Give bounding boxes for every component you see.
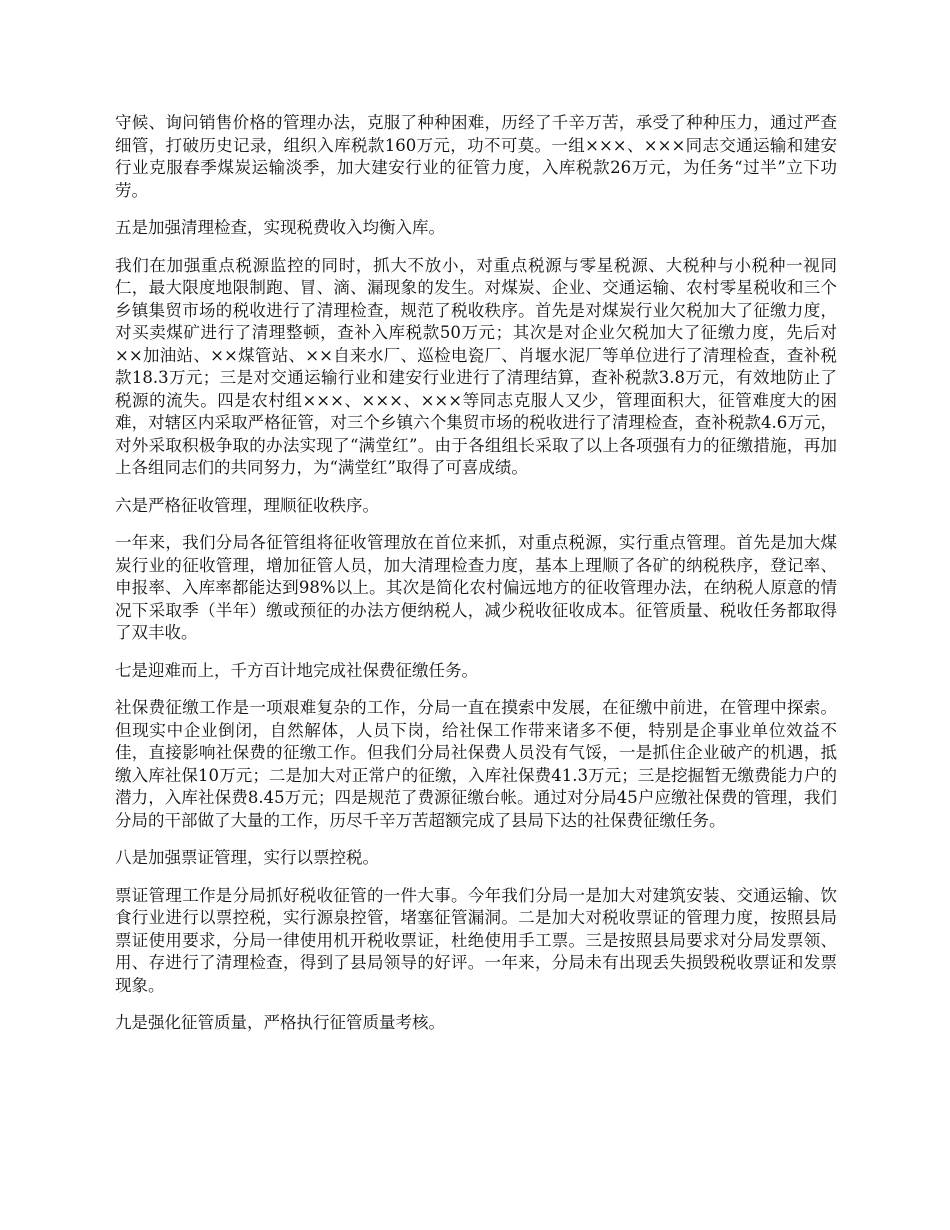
document-body	[115, 112, 837, 1050]
section-heading-5: 五是加强清理检查，实现税费收入均衡入库。	[115, 218, 445, 237]
section-heading-9: 九是强化征管质量，严格执行征管质量考核。	[115, 1013, 445, 1032]
section-heading-8: 八是加强票证管理，实行以票控税。	[115, 848, 379, 867]
paragraph-continuation: 守候、询问销售价格的管理办法，克服了种种困难，历经了千辛万苦，承受了种种压力，通过严查细管，打破历史记录，组织入库税款160万元，功不可莫。一组×××、×××同志交通运输和建安行业克服春季煤炭运输淡季，加大建安行业的征管力度，入库税款26万元，为任务“过半”立下功劳。	[115, 113, 837, 200]
section-heading-6: 六是严格征收管理，理顺征收秩序。	[115, 495, 379, 515]
paragraph-section-8: 票证管理工作是分局抓好税收征管的一件大事。今年我们分局一是加大对建筑安装、交通运输、饮食行业进行以票控税，实行源泉控管，堵塞征管漏洞。二是加大对税收票证的管理力度，按照县局票证使用要求，分局一律使用机开税收票证，杜绝使用手工票。三是按照县局要求对分局发票领、用、存进行了清理检查，得到了县局领导的好评。一年来，分局未有出现丢失损毁税收票证和发票现象。	[115, 885, 837, 995]
paragraph-section-7: 社保费征缴工作是一项艰难复杂的工作，分局一直在摸索中发展，在征缴中前进，在管理中探索。但现实中企业倒闭，自然解体，人员下岗，给社保工作带来诸多不便，特别是企事业单位效益不佳，直接影响社保费的征缴工作。但我们分局社保费人员没有气馁，一是抓住企业破产的机遇，抵缴入库社保10万元；二是加大对正常户的征缴，入库社保费41.3万元；三是挖掘暂无缴费能力户的潜力，入库社保费8.45万元；四是规范了费源征缴台帐。通过对分局45户应缴社保费的管理，我们分局的干部做了大量的工作，历尽千辛万苦超额完成了县局下达的社保费征缴任务。	[115, 698, 837, 830]
paragraph-section-5: 我们在加强重点税源监控的同时，抓大不放小，对重点税源与零星税源、大税种与小税种一视同仁，最大限度地限制跑、冒、滴、漏现象的发生。对煤炭、企业、交通运输、农村零星税收和三个乡镇集贸市场的税收进行了清理检查，规范了税收秩序。首先是对煤炭行业欠税加大了征缴力度，对买卖煤矿进行了清理整顿，查补入库税款50万元；其次是对企业欠税加大了征缴力度，先后对××加油站、××煤管站、××自来水厂、巡检电瓷厂、肖堰水泥厂等单位进行了清理检查，查补税款18.3万元；三是对交通运输行业和建安行业进行了清理结算，查补税款3.8万元，有效地防止了税源的流失。四是农村组×××、×××、×××等同志克服人又少，管理面积大，征管难度大的困难，对辖区内采取严格征管，对三个乡镇六个集贸市场的税收进行了清理检查，查补税款4.6万元，对外采取积极争取的办法实现了“满堂红”。由于各组组长采取了以上各项强有力的征缴措施，再加上各组同志们的共同努力，为“满堂红”取得了可喜成绩。	[115, 255, 837, 477]
paragraph-section-6: 一年来，我们分局各征管组将征收管理放在首位来抓，对重点税源，实行重点管理。首先是加大煤炭行业的征收管理，增加征管人员，加大清理检查力度，基本上理顺了各矿的纳税秩序，登记率、申报率、入库率都能达到98%以上。其次是简化农村偏远地方的征收管理办法，在纳税人原意的情况下采取季（半年）缴或预征的办法方便纳税人，减少税收征收成本。征管质量、税收任务都取得了双丰收。	[115, 533, 837, 642]
section-heading-7: 七是迎难而上，千方百计地完成社保费征缴任务。	[115, 660, 478, 680]
